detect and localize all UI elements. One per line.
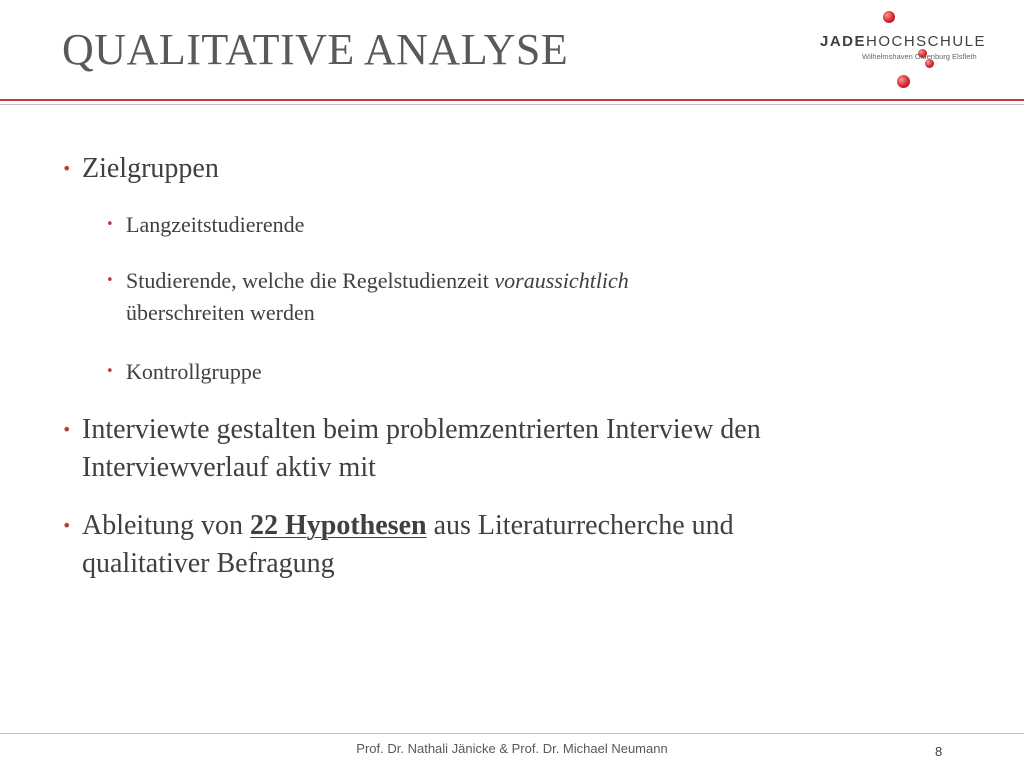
sub-bullet-item — [106, 265, 629, 329]
bullet-text-part: qualitativer Befragung — [82, 548, 335, 579]
bullet-text-part: Interviewverlauf aktiv mit — [82, 452, 376, 483]
logo-word-hochschule: HOCHSCHULE — [866, 33, 987, 50]
bullet-text: Kontrollgruppe — [126, 359, 262, 384]
bullet-item — [62, 507, 734, 583]
bullet-dot-icon: • — [106, 217, 114, 232]
bullet-text — [82, 411, 761, 487]
bullet-text-part: überschreiten werden — [126, 300, 315, 325]
bullet-text-part: Studierende, welche die Regelstudienzeit — [126, 268, 495, 293]
logo-word-jade: JADE — [820, 33, 867, 50]
page-number: 8 — [935, 744, 943, 759]
slide-title: QUALITATIVE ANALYSE — [62, 25, 569, 74]
bullet-text-part: Ableitung von — [82, 510, 250, 541]
sub-bullet-item — [106, 209, 304, 241]
sub-bullet-item — [106, 356, 262, 388]
footer-authors: Prof. Dr. Nathali Jänicke & Prof. Dr. Michael Neumann — [356, 741, 668, 756]
bullet-item — [62, 150, 219, 188]
bullet-dot-icon: • — [106, 273, 114, 288]
bullet-dot-icon: • — [106, 364, 114, 379]
bullet-text — [126, 265, 629, 329]
bullet-text: Zielgruppen — [82, 153, 219, 184]
bullet-text: Langzeitstudierende — [126, 212, 305, 237]
bullet-dot-icon: • — [62, 420, 72, 439]
bullet-text — [82, 507, 734, 583]
footer-divider — [0, 733, 1024, 734]
bullet-text-emphasis: voraussichtlich — [494, 268, 629, 293]
bullet-text-part: Interviewte gestalten beim problemzentrierten Interview den — [82, 414, 761, 445]
bullet-item — [62, 411, 761, 487]
bullet-text-highlight: 22 Hypothesen — [250, 510, 427, 541]
bullet-text-part: aus Literaturrecherche und — [426, 510, 734, 541]
bullet-dot-icon: • — [62, 159, 72, 178]
logo-subtitle: Wilhelmshaven Oldenburg Elsfleth — [862, 52, 977, 61]
bullet-dot-icon: • — [62, 516, 72, 535]
